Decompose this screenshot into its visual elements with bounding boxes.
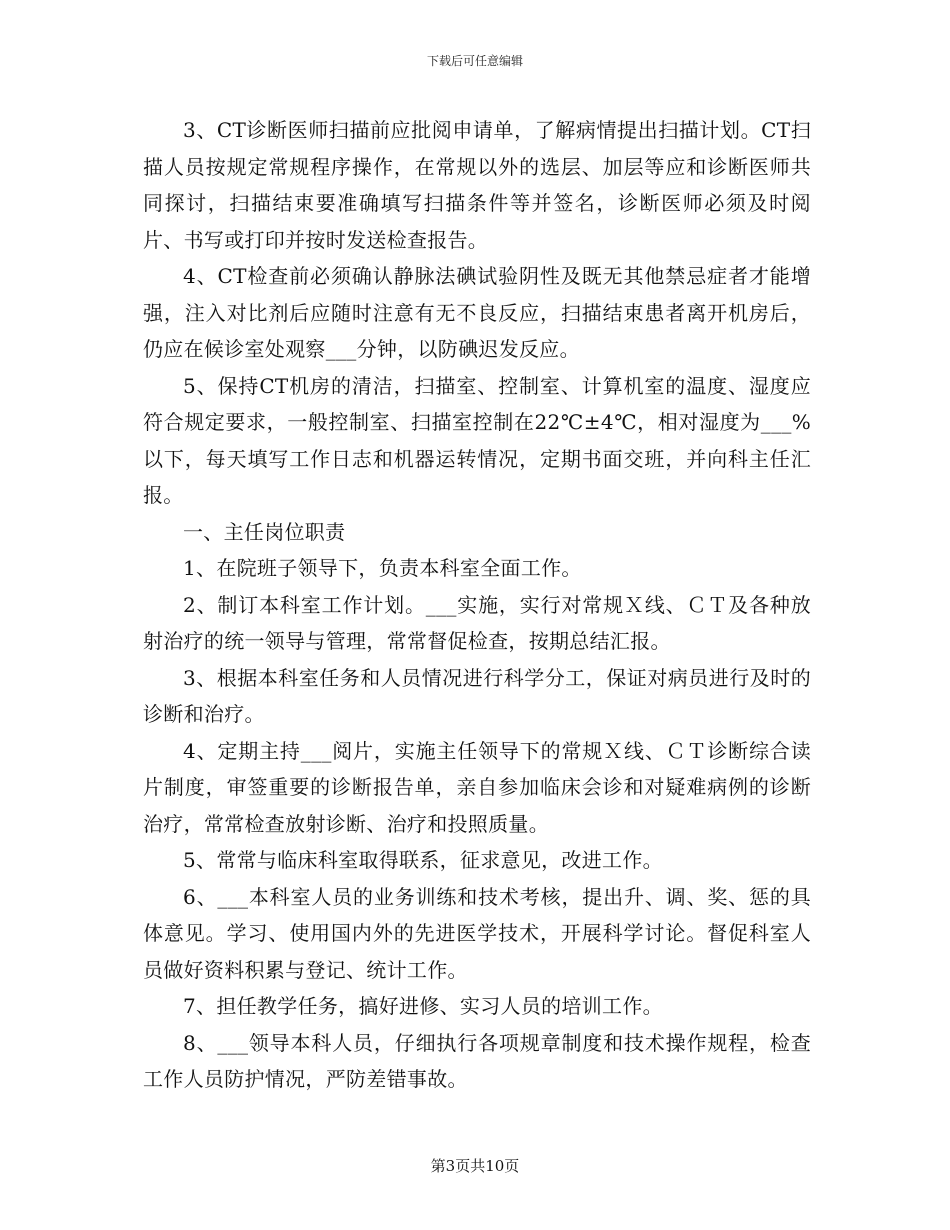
paragraph: 8、___领导本科人员，仔细执行各项规章制度和技术操作规程，检查工作人员防护情况，严防差错事故。 [143,1030,811,1091]
page-number: 第3页共10页 [430,1157,520,1175]
paragraph: 5、常常与临床科室取得联系，征求意见，改进工作。 [183,848,663,872]
paragraph: 3、CT诊断医师扫描前应批阅申请单，了解病情提出扫描计划。CT扫描人员按规定常规程序操作，在常规以外的选层、加层等应和诊断医师共同探讨，扫描结束要准确填写扫描条件等并签名，诊断医师必须及时阅片、书写或打印并按时发送检查报告。 [143,118,811,252]
section-heading: 一、主任岗位职责 [183,519,346,544]
paragraph: 2、制订本科室工作计划。___实施，实行对常规Ｘ线、ＣＴ及各种放射治疗的统一领导与管理，常常督促检查，按期总结汇报。 [143,592,811,653]
paragraph: 6、___本科室人员的业务训练和技术考核，提出升、调、奖、惩的具体意见。学习、使用国内外的先进医学技术，开展科学讨论。督促科室人员做好资料积累与登记、统计工作。 [143,884,811,982]
paragraph: 5、保持CT机房的清洁，扫描室、控制室、计算机室的温度、湿度应符合规定要求，一般控制室、扫描室控制在22℃±4℃，相对湿度为___%以下，每天填写工作日志和机器运转情况，定期书面交班，并向科主任汇报。 [143,373,811,507]
paragraph: 4、定期主持___阅片，实施主任领导下的常规Ｘ线、ＣＴ诊断综合读片制度，审签重要的诊断报告单，亲自参加临床会诊和对疑难病例的诊断治疗，常常检查放射诊断、治疗和投照质量。 [143,738,811,836]
paragraph: 7、担任教学任务，搞好进修、实习人员的培训工作。 [183,994,663,1018]
paragraph: 1、在院班子领导下，负责本科室全面工作。 [183,556,582,580]
paragraph: 3、根据本科室任务和人员情况进行科学分工，保证对病员进行及时的诊断和治疗。 [143,665,811,726]
page-header-note: 下载后可任意编辑 [426,54,523,68]
paragraph: 4、CT检查前必须确认静脉法碘试验阴性及既无其他禁忌症者才能增强，注入对比剂后应随时注意有无不良反应，扫描结束患者离开机房后，仍应在候诊室处观察___分钟，以防碘迟发反应。 [143,264,811,361]
document-body [143,112,811,1098]
